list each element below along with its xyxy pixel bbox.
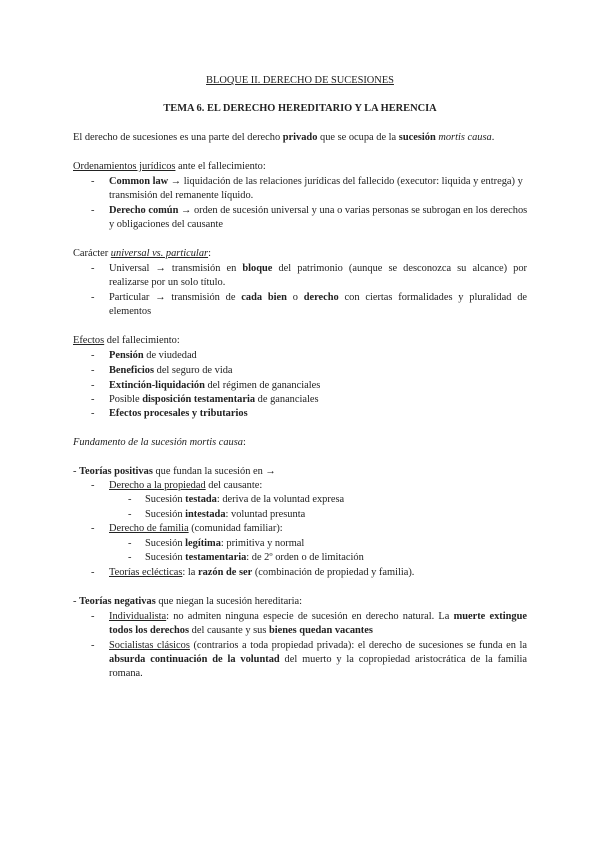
derecho-comun-item-cont: y obligaciones del causante bbox=[109, 219, 223, 230]
derecho-familia-item: Derecho de familia (comunidad familiar): bbox=[109, 523, 283, 534]
efecto-pension: Pensión de viudedad bbox=[109, 350, 197, 361]
bullet-dash: - bbox=[91, 205, 95, 216]
efecto-disposicion: Posible disposición testamentaria de gananciales bbox=[109, 394, 319, 405]
caracter-heading: Carácter universal vs. particular: bbox=[73, 248, 211, 259]
particular-item: Particular → transmisión de cada bien o derecho con ciertas formalidades y pluralidad de bbox=[109, 292, 528, 303]
bullet-dash: - bbox=[91, 176, 95, 187]
teorias-eclecticas-item: Teorías eclécticas: la razón de ser (combinación de propiedad y familia). bbox=[109, 567, 415, 578]
sucesion-legitima-item: Sucesión legítima: primitiva y normal bbox=[145, 538, 305, 549]
bullet-dash: - bbox=[128, 494, 132, 505]
bullet-dash: - bbox=[128, 552, 132, 563]
efectos-heading: Efectos del fallecimiento: bbox=[73, 335, 180, 346]
universal-item-cont: realizarse por un solo título. bbox=[109, 277, 226, 288]
ordenamientos-heading: Ordenamientos jurídicos ante el fallecimiento: bbox=[73, 161, 266, 172]
bullet-dash: - bbox=[91, 292, 95, 303]
bullet-dash: - bbox=[91, 523, 95, 534]
bullet-dash: - bbox=[91, 394, 95, 405]
bullet-dash: - bbox=[91, 350, 95, 361]
teorias-positivas: - Teorías positivas que fundan la sucesión en → bbox=[73, 466, 276, 477]
tema-title: TEMA 6. EL DERECHO HEREDITARIO Y LA HERENCIA bbox=[163, 103, 437, 114]
universal-item: Universal → transmisión en bloque del patrimonio (aunque se desconozca su alcance) por bbox=[109, 263, 527, 274]
efecto-beneficios: Beneficios del seguro de vida bbox=[109, 365, 233, 376]
teorias-negativas: - Teorías negativas que niegan la sucesión hereditaria: bbox=[73, 596, 303, 607]
intro-paragraph: El derecho de sucesiones es una parte del derecho privado que se ocupa de la sucesión mortis causa. bbox=[73, 132, 495, 143]
socialistas-item-end: romana. bbox=[109, 668, 143, 679]
bullet-dash: - bbox=[91, 263, 95, 274]
sucesion-testada-item: Sucesión testada: deriva de la voluntad expresa bbox=[145, 494, 345, 505]
socialistas-item-cont: absurda continuación de la voluntad del muerto y la copropiedad aristocrática de la familia bbox=[109, 654, 527, 665]
efecto-extincion: Extinción-liquidación del régimen de gananciales bbox=[109, 380, 321, 391]
individualista-item: Individualista: no admiten ninguna especie de sucesión en derecho natural. La muerte extingue bbox=[109, 611, 527, 622]
socialistas-item: Socialistas clásicos (contrarios a toda propiedad privada): el derecho de sucesiones se funda en la bbox=[109, 640, 528, 651]
bullet-dash: - bbox=[91, 380, 95, 391]
bullet-dash: - bbox=[91, 408, 95, 419]
individualista-item-cont: todos los derechos del causante y sus bienes quedan vacantes bbox=[109, 625, 373, 636]
common-law-item: Common law → liquidación de las relaciones jurídicas del fallecido (executor: liquida y entrega) y bbox=[109, 176, 523, 187]
efecto-procesales: Efectos procesales y tributarios bbox=[109, 408, 248, 419]
bullet-dash: - bbox=[91, 640, 95, 651]
fundamento-heading: Fundamento de la sucesión mortis causa: bbox=[73, 437, 246, 448]
particular-item-cont: elementos bbox=[109, 306, 152, 317]
bullet-dash: - bbox=[91, 567, 95, 578]
sucesion-testamentaria-item: Sucesión testamentaria: de 2º orden o de limitación bbox=[145, 552, 364, 563]
common-law-item-cont: transmisión del remanente líquido. bbox=[109, 190, 254, 201]
bullet-dash: - bbox=[91, 611, 95, 622]
bullet-dash: - bbox=[91, 365, 95, 376]
derecho-propiedad-item: Derecho a la propiedad del causante: bbox=[109, 480, 263, 491]
sucesion-intestada-item: Sucesión intestada: voluntad presunta bbox=[145, 509, 306, 520]
bullet-dash: - bbox=[128, 509, 132, 520]
derecho-comun-item: Derecho común → orden de sucesión universal y una o varias personas se subrogan en los derechos bbox=[109, 205, 528, 216]
bloque-title: BLOQUE II. DERECHO DE SUCESIONES bbox=[206, 75, 394, 86]
bullet-dash: - bbox=[91, 480, 95, 491]
bullet-dash: - bbox=[128, 538, 132, 549]
